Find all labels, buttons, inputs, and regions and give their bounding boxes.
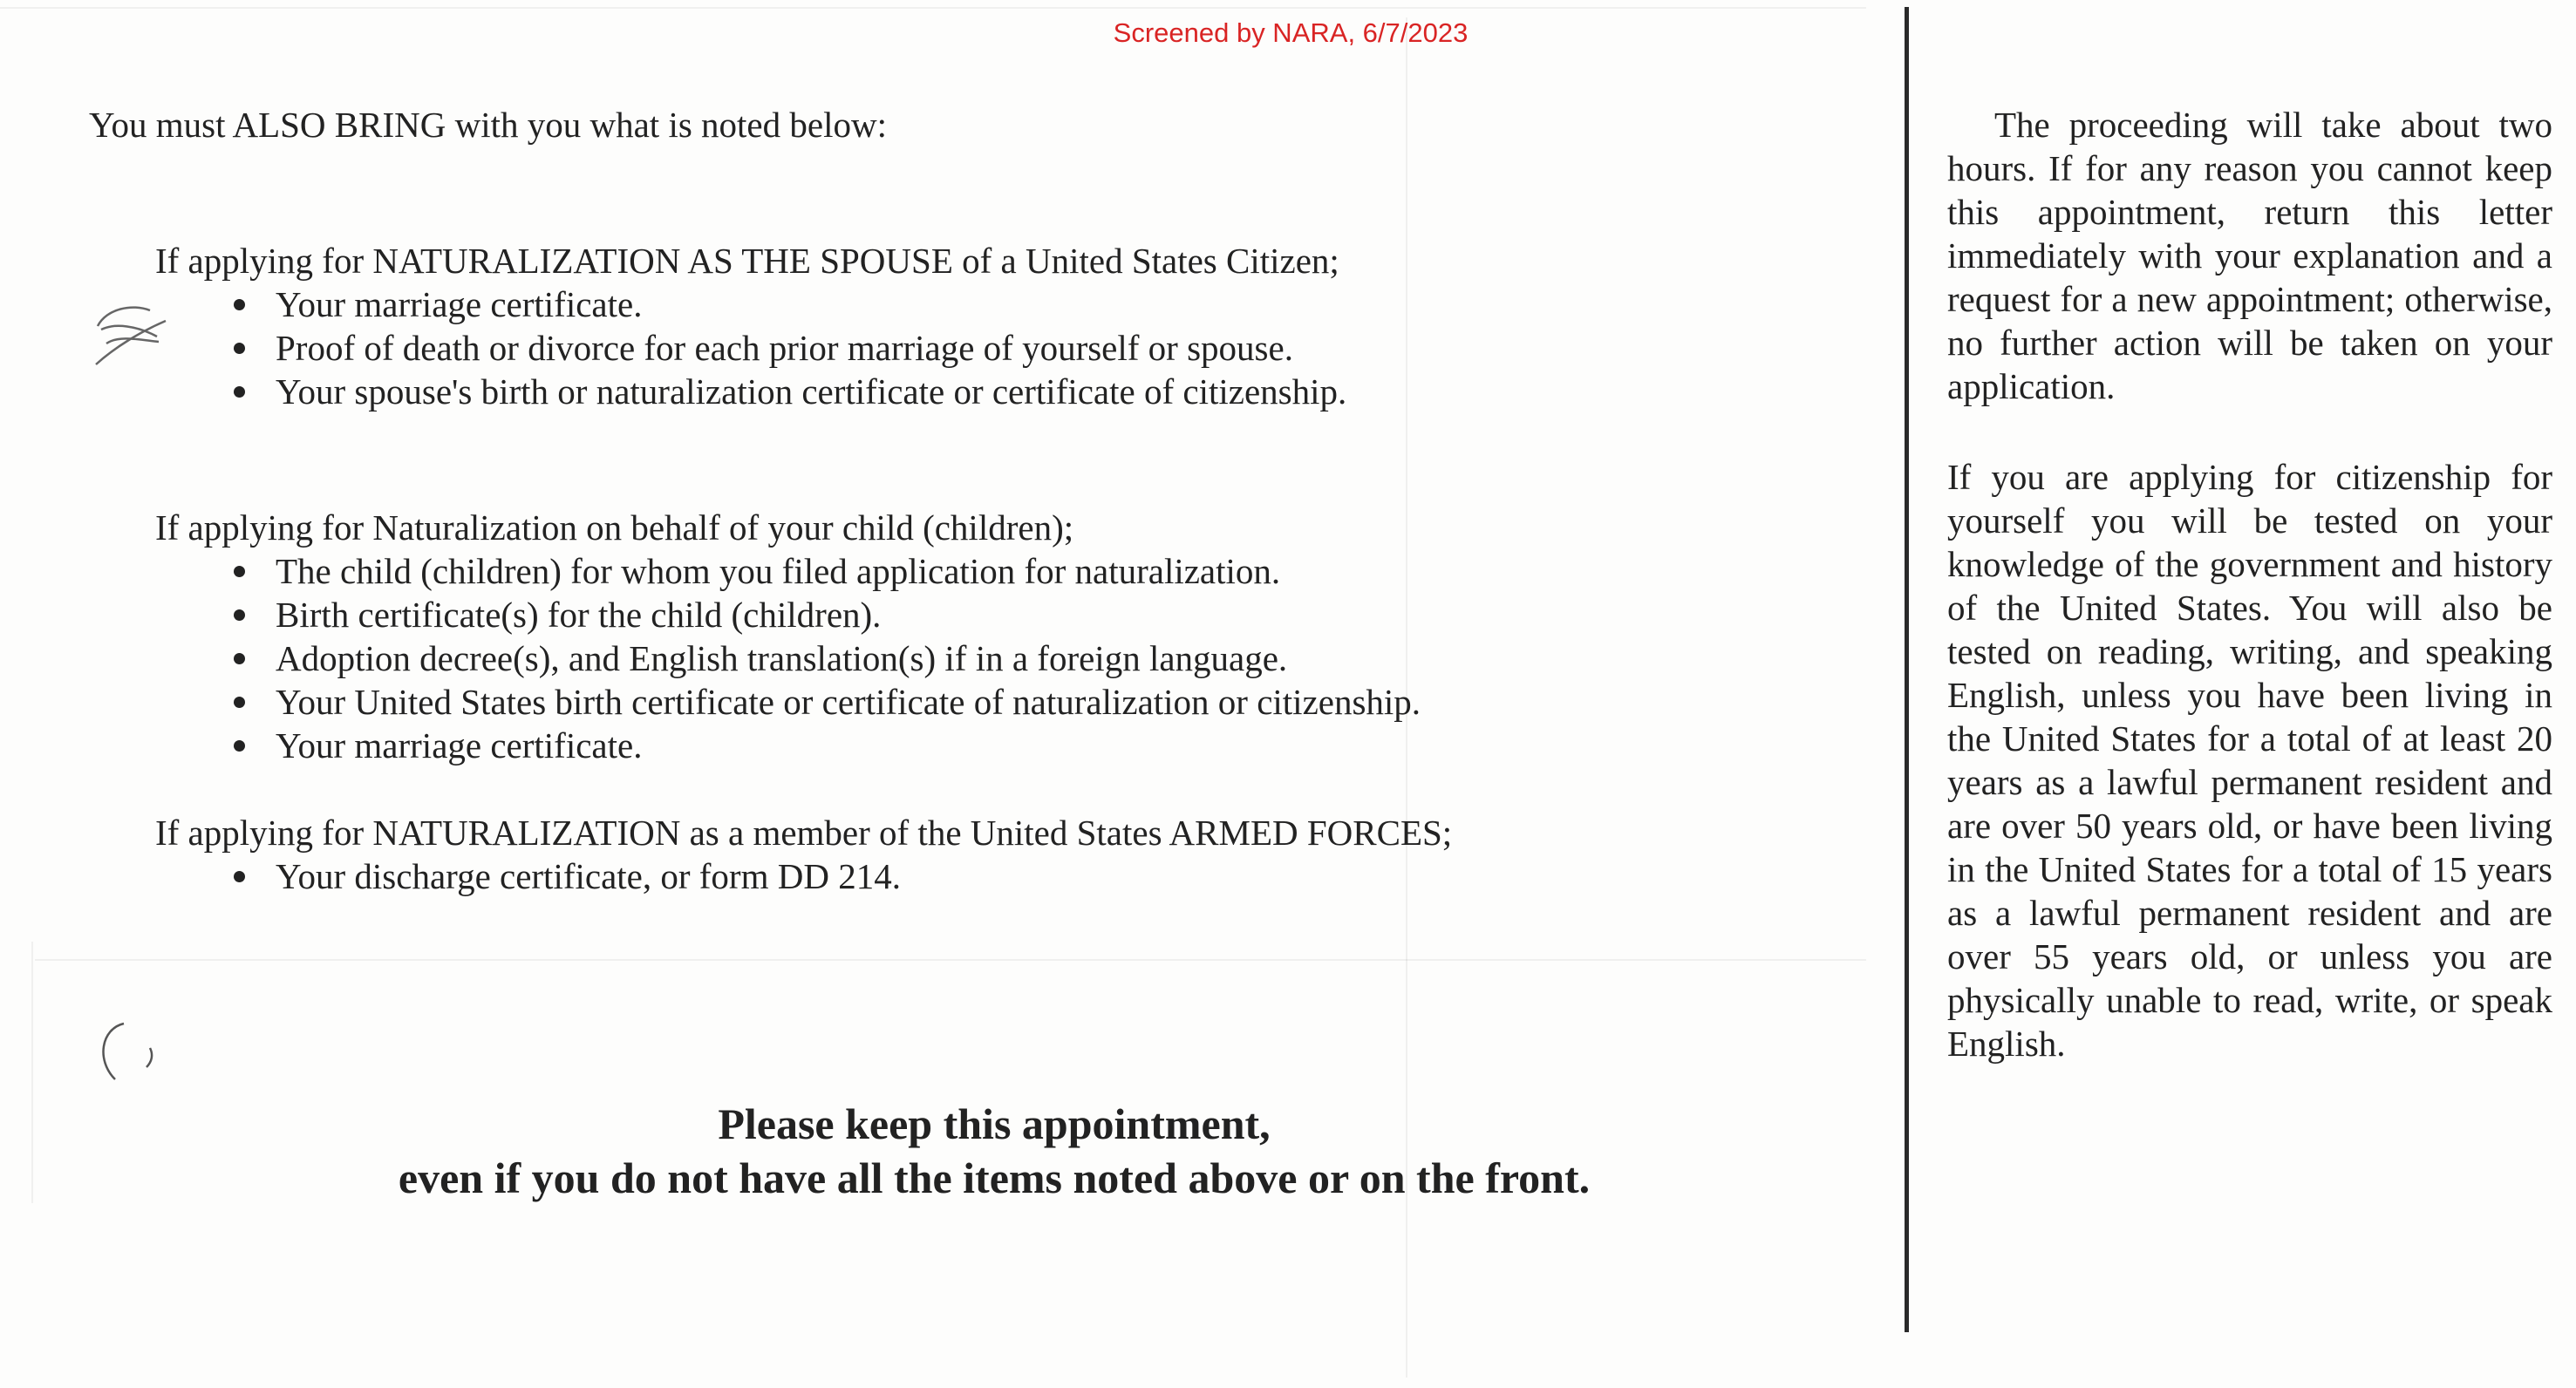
bullet-icon	[234, 871, 245, 882]
nara-screening-stamp: Screened by NARA, 6/7/2023	[1113, 17, 1469, 48]
proceeding-paragraph: The proceeding will take about two hours. If for any reason you cannot keep this appointment, return this letter immediately with your explanation and a request for a new appointment; otherwise, no further action will be taken on your application.	[1947, 105, 2552, 406]
bullet-list	[155, 854, 1850, 898]
closing-line-2: even if you do not have all the items noted above or on the front.	[398, 1153, 1591, 1202]
list-item	[234, 370, 1850, 413]
list-item-text: Your discharge certificate, or form DD 214.	[276, 856, 901, 896]
testing-paragraph: If you are applying for citizenship for yourself you will be tested on your knowledge of the government and history of the United States. You will also be tested on reading, writing, and speaking English, unless you have been living in the United States for a total of at least 20 years as a lawful permanent resident and are over 50 years old, or have been living in the United States for a total of 15 years as a lawful permanent resident and are over 55 years old, or unless you are physically unable to read, write, or speak English.	[1947, 457, 2552, 1064]
list-item	[234, 636, 1850, 680]
list-item	[234, 854, 1850, 898]
list-item	[234, 549, 1850, 593]
bullet-icon	[234, 609, 245, 621]
list-item	[234, 282, 1850, 326]
section-heading: If applying for Naturalization on behalf of your child (children);	[155, 507, 1074, 548]
bullet-icon	[234, 386, 245, 398]
bullet-icon	[234, 653, 245, 664]
bleed-through-line	[0, 7, 1866, 9]
list-item-text: Your United States birth certificate or certificate of naturalization or citizenship.	[276, 682, 1421, 722]
pencil-circle-mark-icon	[89, 1017, 176, 1086]
bullet-list	[155, 282, 1850, 413]
section-spouse	[155, 239, 1850, 413]
list-item-text: The child (children) for whom you filed application for naturalization.	[276, 551, 1281, 591]
bullet-icon	[234, 343, 245, 354]
section-heading: If applying for NATURALIZATION AS THE SPOUSE of a United States Citizen;	[155, 241, 1339, 281]
bullet-icon	[234, 299, 245, 310]
list-item	[234, 680, 1850, 724]
list-item	[234, 593, 1850, 636]
bullet-icon	[234, 566, 245, 577]
section-armed-forces	[155, 811, 1850, 898]
bleed-through-line	[35, 959, 1866, 961]
list-item-text: Birth certificate(s) for the child (children).	[276, 595, 882, 635]
requirements-column	[89, 103, 1850, 942]
list-item	[234, 326, 1850, 370]
list-item-text: Proof of death or divorce for each prior marriage of yourself or spouse.	[276, 328, 1293, 368]
section-heading: If applying for NATURALIZATION as a member of the United States ARMED FORCES;	[155, 813, 1453, 853]
intro-text: You must ALSO BRING with you what is noted below:	[89, 105, 887, 145]
closing-line-1: Please keep this appointment,	[718, 1099, 1271, 1148]
list-item-text: Your spouse's birth or naturalization certificate or certificate of citizenship.	[276, 371, 1347, 412]
list-item-text: Your marriage certificate.	[276, 284, 643, 324]
list-item	[234, 724, 1850, 767]
instructions-column	[1947, 103, 2552, 1065]
pencil-checkmark-icon	[89, 291, 173, 370]
closing-notice	[174, 1097, 1814, 1205]
section-child	[155, 506, 1850, 767]
list-item-text: Adoption decree(s), and English translation(s) if in a foreign language.	[276, 638, 1288, 678]
bleed-through-line	[31, 942, 33, 1203]
bullet-list	[155, 549, 1850, 767]
column-divider	[1905, 7, 1909, 1332]
list-item-text: Your marriage certificate.	[276, 725, 643, 765]
bullet-icon	[234, 740, 245, 752]
bullet-icon	[234, 697, 245, 708]
